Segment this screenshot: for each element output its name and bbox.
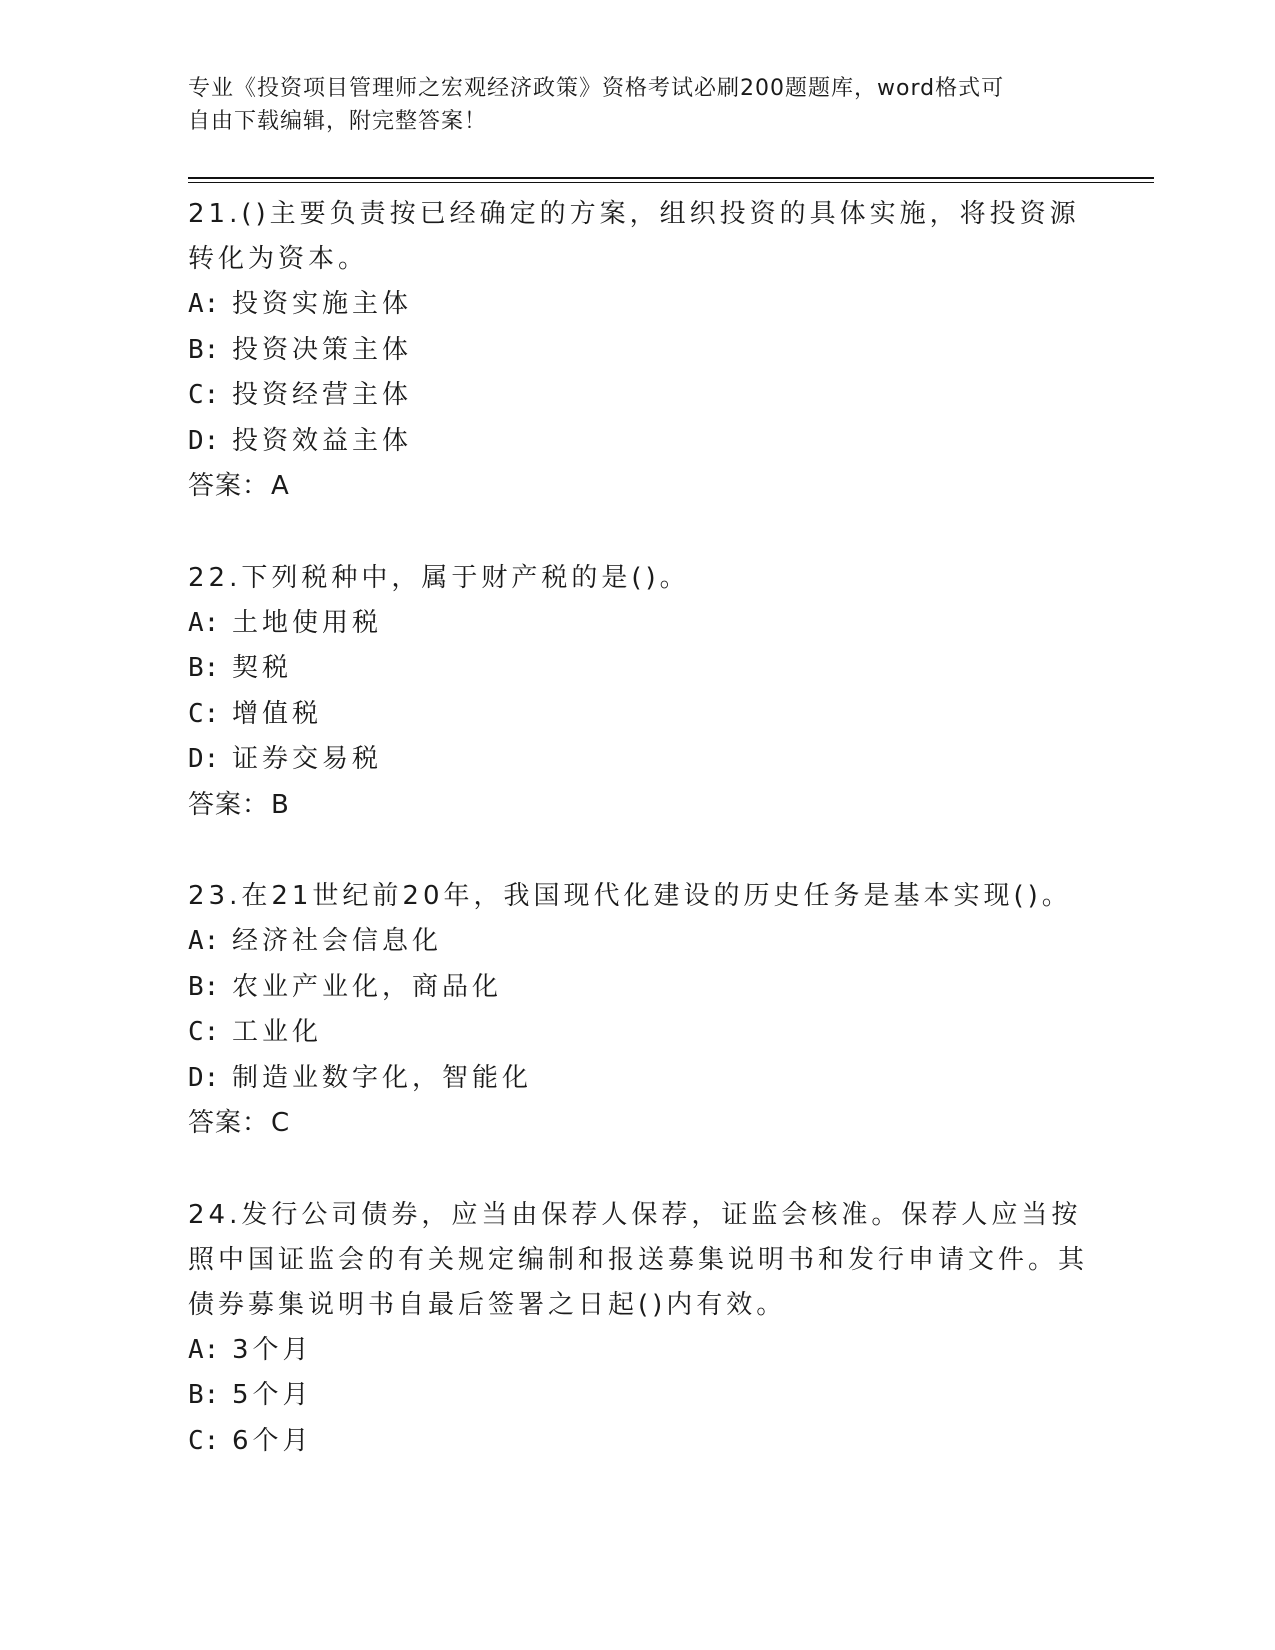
option-text: 增值税 (232, 698, 323, 729)
option-c (188, 373, 1088, 419)
option-text: 工业化 (232, 1017, 323, 1047)
option-text: 土地使用税 (232, 607, 383, 638)
option-b (188, 1373, 1088, 1419)
option-a (188, 601, 1088, 647)
option-text: 投资决策主体 (232, 334, 413, 365)
option-letter: C: (188, 1425, 220, 1456)
option-letter: B: (188, 971, 220, 1002)
document-header (188, 72, 1088, 138)
option-text: 经济社会信息化 (232, 926, 443, 956)
header-divider-thin (188, 182, 1154, 183)
option-c (188, 1419, 1088, 1465)
question-list (188, 192, 1088, 1510)
option-text: 投资经营主体 (232, 380, 413, 410)
answer-label: 答案： (188, 471, 270, 501)
option-d (188, 1056, 1088, 1102)
question-text: 22.下列税种中，属于财产税的是()。 (188, 562, 690, 593)
option-c (188, 692, 1088, 738)
option-a (188, 919, 1088, 965)
option-letter: B: (188, 653, 220, 683)
header-line-2: 自由下载编辑，附完整答案！ (188, 109, 488, 134)
option-letter: C: (188, 698, 220, 729)
option-text: 证券交易税 (232, 744, 383, 774)
option-text: 农业产业化，商品化 (232, 971, 503, 1002)
question-text: 23.在21世纪前20年，我国现代化建设的历史任务是基本实现()。 (188, 881, 1072, 911)
answer-line (188, 1101, 1088, 1147)
answer-value: B (271, 789, 290, 820)
option-text: 3个月 (232, 1334, 313, 1365)
option-letter: A: (188, 289, 220, 319)
answer-label: 答案： (188, 1108, 270, 1138)
option-letter: C: (188, 380, 220, 410)
question-23 (188, 874, 1088, 1147)
option-letter: D: (188, 744, 220, 774)
answer-line (188, 464, 1088, 510)
option-text: 契税 (232, 653, 293, 683)
option-letter: D: (188, 425, 220, 456)
option-text: 投资效益主体 (232, 425, 413, 456)
option-letter: B: (188, 334, 220, 365)
option-letter: B: (188, 1380, 220, 1410)
option-a (188, 282, 1088, 328)
option-letter: A: (188, 926, 220, 956)
option-d (188, 419, 1088, 465)
question-text: 24.发行公司债券，应当由保荐人保荐，证监会核准。保荐人应当按照中国证监会的有关规定编制和报送募集说明书和发行申请文件。其债券募集说明书自最后签署之日起()内有效。 (188, 1199, 1089, 1320)
option-letter: D: (188, 1062, 220, 1093)
header-line-1: 专业《投资项目管理师之宏观经济政策》资格考试必刷200题题库，word格式可 (188, 76, 1005, 101)
question-22 (188, 556, 1088, 829)
option-text: 6个月 (232, 1425, 313, 1456)
answer-value: A (271, 471, 290, 501)
answer-value: C (271, 1108, 291, 1138)
option-c (188, 1010, 1088, 1056)
question-24 (188, 1193, 1088, 1465)
option-text: 投资实施主体 (232, 289, 413, 319)
option-b (188, 646, 1088, 692)
option-b (188, 965, 1088, 1011)
header-divider-thick (188, 177, 1154, 179)
option-d (188, 737, 1088, 783)
question-21 (188, 192, 1088, 510)
answer-label: 答案： (188, 789, 270, 820)
option-letter: C: (188, 1017, 220, 1047)
option-text: 制造业数字化，智能化 (232, 1062, 533, 1093)
option-letter: A: (188, 1334, 220, 1365)
option-letter: A: (188, 607, 220, 638)
question-text: 21.()主要负责按已经确定的方案，组织投资的具体实施，将投资源转化为资本。 (188, 199, 1080, 274)
option-text: 5个月 (232, 1380, 313, 1410)
option-a (188, 1328, 1088, 1374)
answer-line (188, 783, 1088, 829)
option-b (188, 328, 1088, 374)
